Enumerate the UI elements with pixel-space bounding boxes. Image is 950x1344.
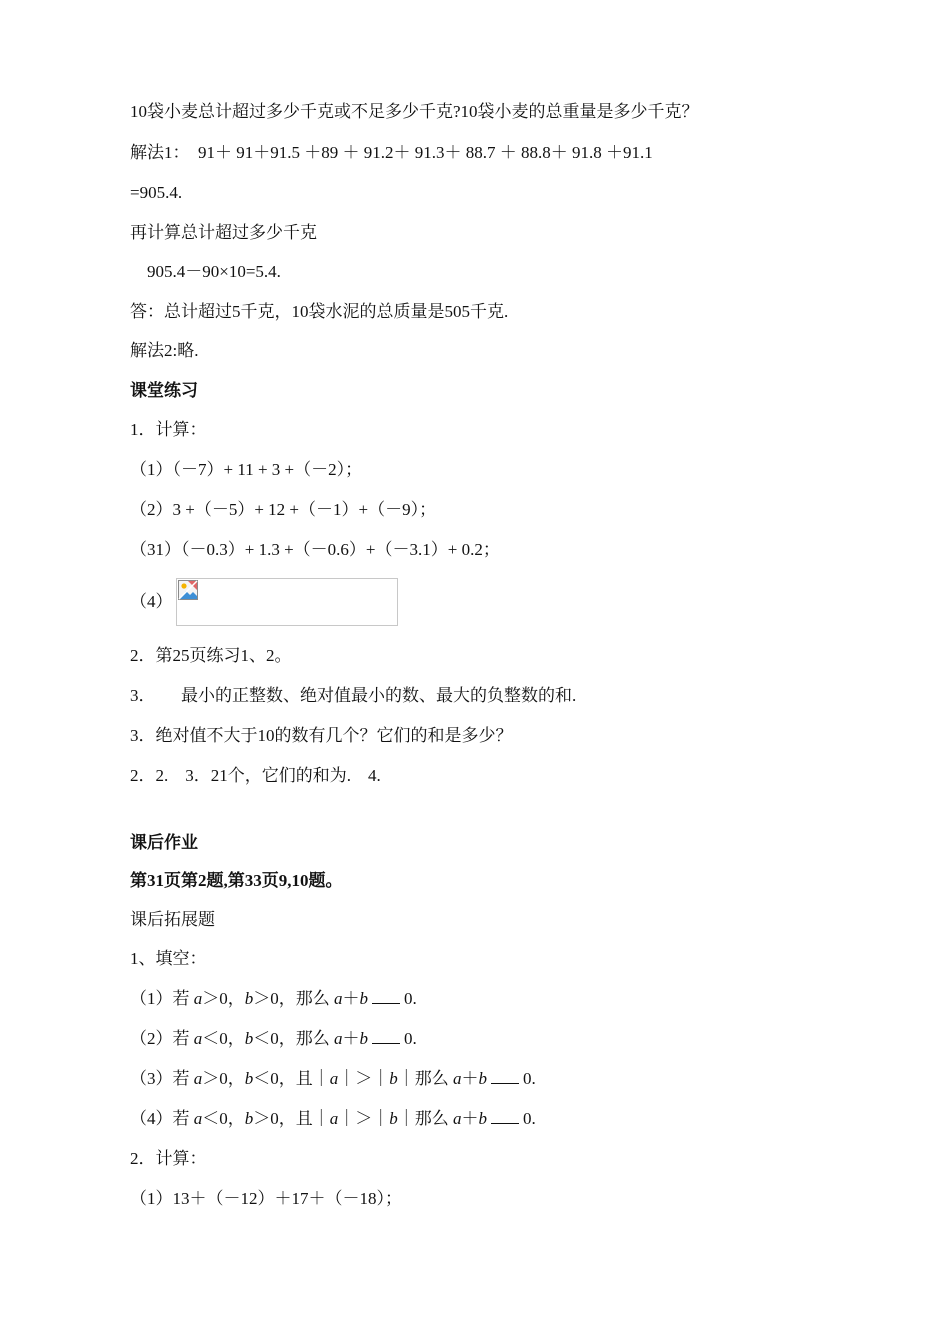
practice-item: （31）（－0.3）+ 1.3 +（－0.6）+（－3.1）+ 0.2； [130,540,500,559]
fill-in-title: 1、填空： [130,949,207,968]
practice-answers: 2．2. 3．21个，它们的和为. 4. [130,766,381,785]
calc-title: 2．计算： [130,1149,207,1168]
fill-in-item: （1）若 a＞0，b＞0，那么 a＋b 0. [130,989,417,1008]
fill-in-item: （3）若 a＞0，b＜0，且｜a｜＞｜b｜那么 a＋b 0. [130,1069,536,1088]
section-heading-practice: 课堂练习 [130,381,198,400]
practice-item: 2．第25页练习1、2。 [130,646,292,665]
broken-image-icon [178,580,198,600]
answer-blank [491,1109,519,1124]
practice-item: （1）（－7）+ 11 + 3 +（－2）； [130,460,363,479]
answer-blank [372,989,400,1004]
step-text: 再计算总计超过多少千克 [130,223,317,242]
practice-item: 3．绝对值不大于10的数有几个？它们的和是多少？ [130,726,513,745]
image-placeholder [176,578,398,626]
practice-item: （4） [130,592,173,611]
homework-assignment: 第31页第2题,第33页9,10题。 [130,871,343,890]
solution-1-line: 解法1： 91＋ 91＋91.5 ＋89 ＋ 91.2＋ 91.3＋ 88.7 ＋ 88.8＋ 91.8 ＋91.1 [130,143,653,162]
solution-2-line: 解法2:略. [130,341,199,360]
calc-item: （1）13＋（－12）＋17＋（－18）； [130,1189,402,1208]
answer-blank [491,1069,519,1084]
practice-item: （2）3 +（－5）+ 12 +（－1）+（－9）； [130,500,437,519]
question-line: 10袋小麦总计超过多少千克或不足多少千克?10袋小麦的总重量是多少千克？ [130,102,699,121]
fill-in-item: （2）若 a＜0，b＜0，那么 a＋b 0. [130,1029,417,1048]
section-heading-homework: 课后作业 [130,833,198,852]
practice-item: 1．计算： [130,420,207,439]
answer-line: 答：总计超过5千克，10袋水泥的总质量是505千克. [130,302,509,321]
solution-result: =905.4. [130,183,183,202]
practice-item: 3． 最小的正整数、绝对值最小的数、最大的负整数的和. [130,686,577,705]
step-formula: 905.4－90×10=5.4. [130,262,281,281]
extension-heading: 课后拓展题 [130,910,215,929]
fill-in-item: （4）若 a＜0，b＞0，且｜a｜＞｜b｜那么 a＋b 0. [130,1109,536,1128]
answer-blank [372,1029,400,1044]
